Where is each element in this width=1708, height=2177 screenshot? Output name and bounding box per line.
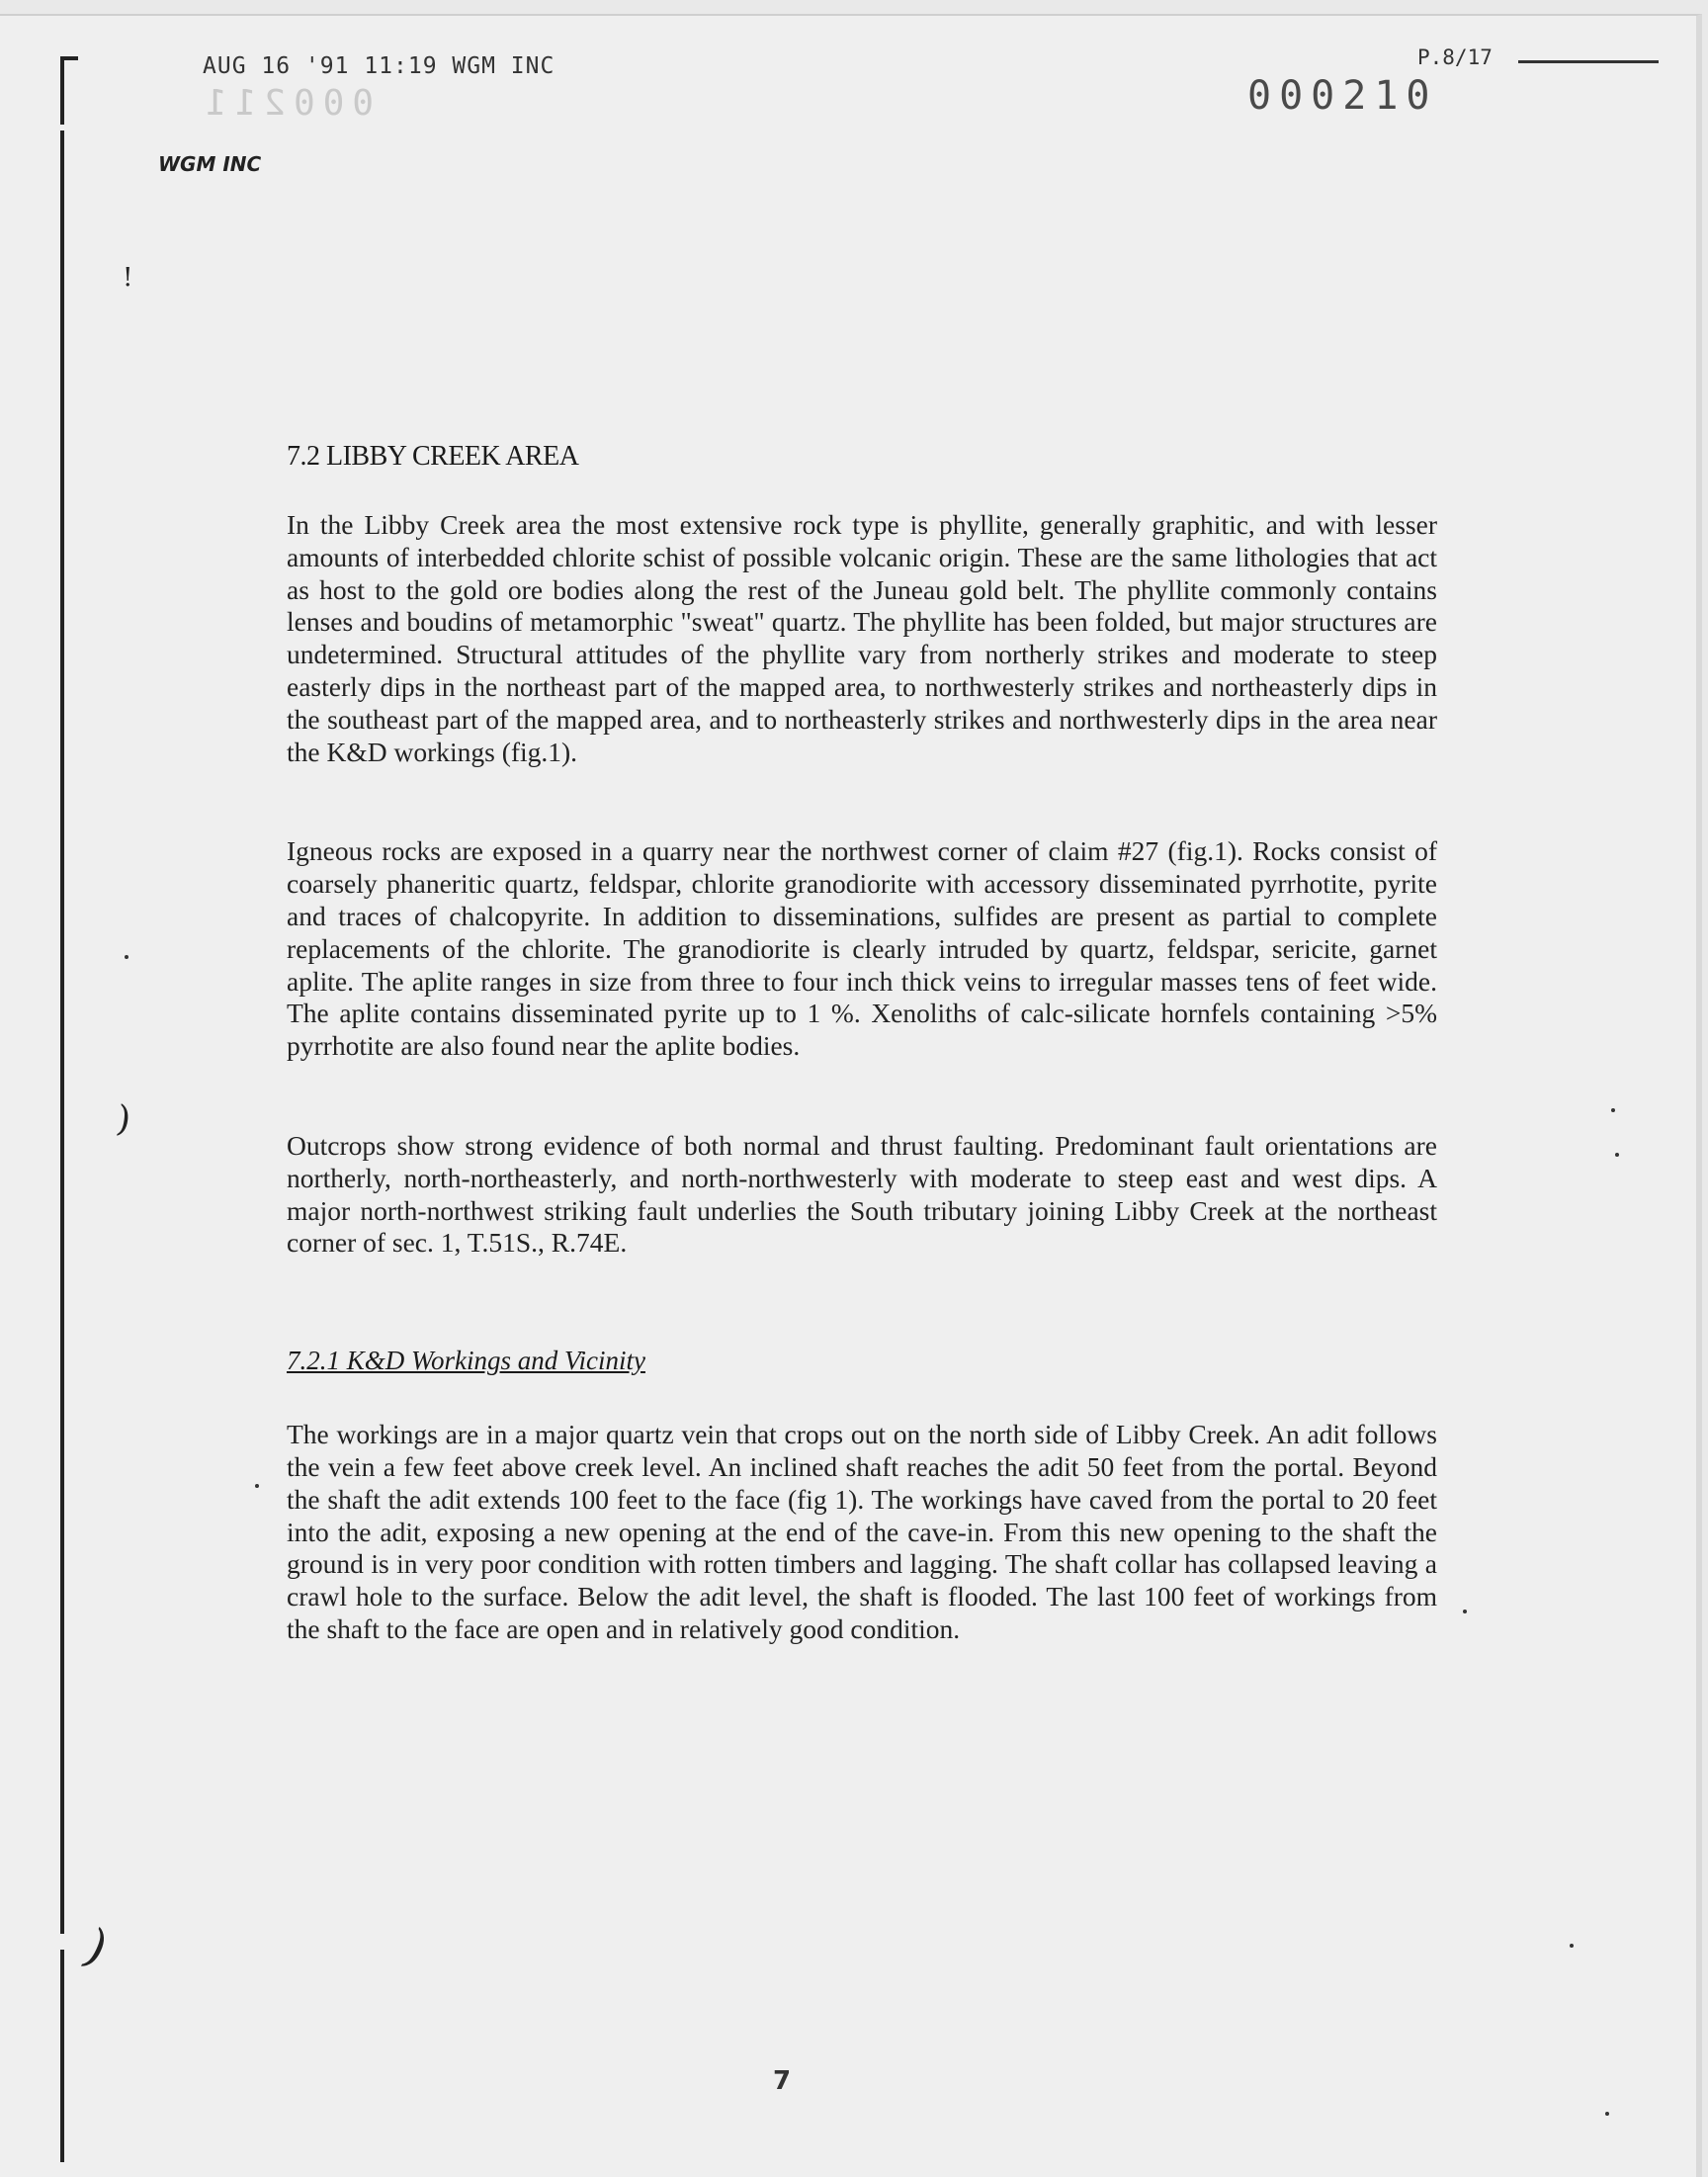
scan-speck	[1611, 1108, 1615, 1112]
paragraph: Outcrops show strong evidence of both normal and thrust faulting. Predominant fault orientations are northerly, north-northeasterly, and north-northwesterly with moderate to steep east and west dips. A major north-northwest striking fault underlies the South tributary joining Libby Creek at the northeast corner of sec. 1, T.51S., R.74E.	[287, 1129, 1437, 1259]
subsection-title: 7.2.1 K&D Workings and Vicinity	[287, 1346, 645, 1376]
fax-transmission-line: AUG 16 '91 11:19 WGM INC	[203, 53, 555, 79]
margin-bar-gap	[57, 125, 67, 131]
document-body	[287, 441, 1437, 1646]
scanned-page	[0, 14, 1702, 2177]
margin-bar-gap	[57, 1934, 67, 1950]
scan-speck	[1615, 1153, 1619, 1157]
paragraph: In the Libby Creek area the most extensive rock type is phyllite, generally graphitic, and with lesser amounts of interbedded chlorite schist of possible volcanic origin. These are the same lithologies that act as host to the gold ore bodies along the rest of the Juneau gold belt. The phyllite commonly contains lenses and boudins of metamorphic "sweat" quartz. The phyllite has been folded, but major structures are undetermined. Structural attitudes of the phyllite vary from northerly strikes and moderate to steep easterly dips in the northeast part of the mapped area, to northwesterly strikes and northeasterly dips in the southeast part of the mapped area, and to northeasterly strikes and northwesterly dips in the area near the K&D workings (fig.1).	[287, 509, 1437, 767]
scan-speck	[255, 1484, 259, 1488]
margin-curve-mark: )	[76, 1918, 117, 1977]
bates-number-bleedthrough: 000211	[198, 83, 375, 124]
page-number: 7	[773, 2066, 792, 2096]
paragraph: The workings are in a major quartz vein that crops out on the north side of Libby Creek. An adit follows the vein a few feet above creek level. An inclined shaft reaches the adit 50 feet from the portal. Beyond the shaft the adit extends 100 feet to the face (fig 1). The workings have caved from the portal to 20 feet into the adit, exposing a new opening at the end of the cave-in. From this new opening to the shaft the ground is in very poor condition with rotten timbers and lagging. The shaft collar has collapsed leaving a crawl hole to the surface. Below the adit level, the shaft is flooded. The last 100 feet of workings from the shaft to the face are open and in relatively good condition.	[287, 1419, 1437, 1644]
scan-speck	[1463, 1610, 1467, 1613]
paragraph: Igneous rocks are exposed in a quarry near the northwest corner of claim #27 (fig.1). Rocks consist of coarsely phaneritic quartz, feldspar, chlorite granodiorite with accessory disseminated pyrrhotite, pyrite and traces of chalcopyrite. In addition to disseminations, sulfides are present as partial to complete replacements of the chlorite. The granodiorite is clearly intruded by quartz, feldspar, sericite, garnet aplite. The aplite ranges in size from three to four inch thick veins to irregular masses tens of feet wide. The aplite contains disseminated pyrite up to 1 %. Xenoliths of calc-silicate hornfels containing >5% pyrrhotite are also found near the aplite bodies.	[287, 835, 1437, 1062]
left-margin-bar	[60, 58, 64, 2162]
fax-header-rule	[1518, 60, 1659, 63]
fax-page-indicator: P.8/17	[1417, 45, 1493, 69]
margin-curve-mark: )	[114, 1098, 133, 1141]
scan-speck	[125, 955, 128, 959]
margin-tick-mark: !	[123, 263, 133, 293]
scan-speck	[1605, 2112, 1609, 2116]
section-title: 7.2 LIBBY CREEK AREA	[287, 441, 579, 472]
bates-number: 000210	[1247, 73, 1438, 119]
company-letterhead: WGM INC	[158, 152, 262, 176]
scan-speck	[1570, 1944, 1574, 1948]
